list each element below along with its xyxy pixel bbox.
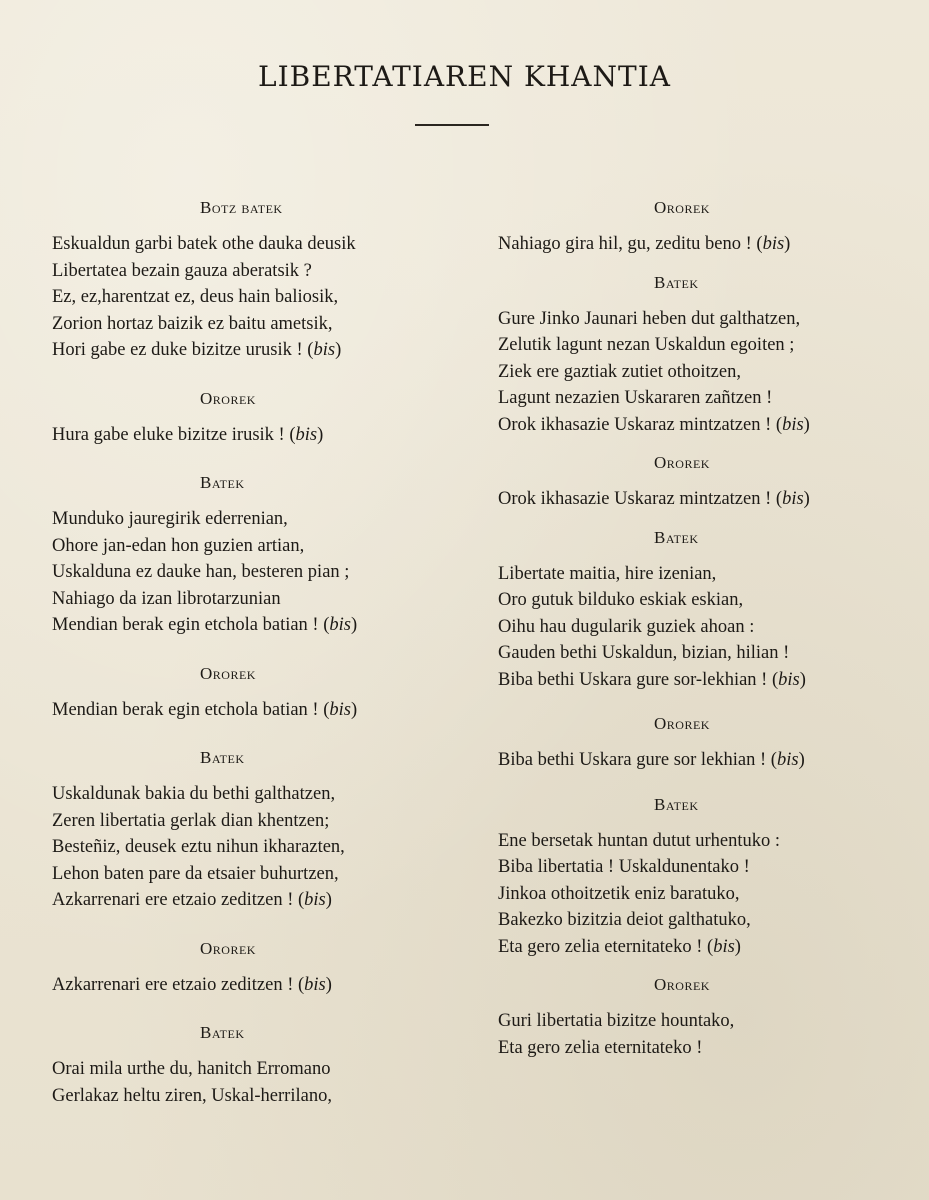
verse-line xyxy=(52,337,452,364)
bis-close-paren: ) xyxy=(325,890,332,910)
verse-text: Libertatea bezain gauza aberatsik ? xyxy=(52,260,312,281)
verse-text: Eskualdun garbi batek othe dauka deusik xyxy=(52,234,356,254)
verse-line xyxy=(498,1035,898,1062)
stanza-block xyxy=(52,1020,452,1117)
verse-line xyxy=(498,359,898,386)
verse-text: Libertate maitia, hire izenian, xyxy=(498,563,717,584)
verse-text: Orok ikhasazie Uskaraz mintzatzen ! ( xyxy=(498,414,783,435)
verse-line xyxy=(52,311,452,338)
verse-line xyxy=(498,306,898,333)
verse-text: Lagunt nezazien Uskararen zañtzen ! xyxy=(498,388,773,408)
bis-marker: bis xyxy=(776,750,799,770)
bis-marker: bis xyxy=(304,890,326,910)
verse-text: Hura gabe eluke bizitze irusik ! ( xyxy=(52,424,296,445)
stanza-block xyxy=(498,270,898,447)
speaker-label: Batek xyxy=(654,794,699,814)
verse-line xyxy=(52,781,452,808)
verse-text: Gerlakaz heltu ziren, Uskal-herrilano, xyxy=(52,1085,332,1106)
verse-text: Uskalduna ez dauke han, besteren pian ; xyxy=(52,562,350,582)
verse-text: Biba libertatia ! Uskaldunentako ! xyxy=(498,857,750,877)
verse-line xyxy=(52,533,452,560)
verse-line xyxy=(52,231,452,258)
speaker-label: Ororek xyxy=(200,938,256,958)
stanza-block xyxy=(52,661,452,732)
verse-text: Mendian berak egin etchola batian ! ( xyxy=(52,699,330,720)
verse-text: Biba bethi Uskara gure sor lekhian ! ( xyxy=(498,750,777,770)
verse-line xyxy=(52,422,452,449)
verse-text: Gauden bethi Uskaldun, bizian, hilian ! xyxy=(498,643,790,663)
bis-close-paren: ) xyxy=(798,750,805,770)
verse-text: Orai mila urthe du, hanitch Erromano xyxy=(52,1059,331,1079)
bis-marker: bis xyxy=(778,669,800,690)
speaker-label: Ororek xyxy=(654,975,710,994)
verse-text: Oro gutuk bilduko eskiak eskian, xyxy=(498,590,744,610)
verse-line xyxy=(498,412,898,439)
verse-text: Ene bersetak huntan dutut urhentuko : xyxy=(498,830,781,851)
verse-line xyxy=(52,1056,452,1083)
stanza-block xyxy=(498,450,898,521)
stanza-block xyxy=(52,936,452,1007)
verse-text: Zeren libertatia gerlak dian khentzen; xyxy=(52,810,330,831)
speaker-label: Batek xyxy=(200,748,245,767)
verse-text: Biba bethi Uskara gure sor-lekhian ! ( xyxy=(498,669,779,690)
bis-close-paren: ) xyxy=(350,615,358,635)
verse-text: Mendian berak egin etchola batian ! ( xyxy=(52,615,330,635)
verse-line xyxy=(498,614,898,641)
verse-text: Besteñiz, deusek eztu nihun ikharazten, xyxy=(52,837,345,857)
verse-line xyxy=(498,332,898,359)
bis-marker: bis xyxy=(713,936,735,957)
speaker-label: Ororek xyxy=(654,453,710,472)
bis-marker: bis xyxy=(782,489,804,509)
stanza-block xyxy=(498,792,898,969)
verse-line xyxy=(498,587,898,614)
bis-marker: bis xyxy=(313,340,336,360)
verse-line xyxy=(52,559,452,586)
verse-text: Eta gero zelia eternitateko ! xyxy=(498,1037,703,1058)
verse-line xyxy=(52,861,452,888)
verse-line xyxy=(498,934,898,961)
bis-close-paren: ) xyxy=(734,936,741,957)
verse-line xyxy=(52,834,452,861)
right-column xyxy=(498,195,898,1069)
verse-text: Orok ikhasazie Uskaraz mintzatzen ! ( xyxy=(498,489,783,509)
verse-text: Hori gabe ez duke bizitze urusik ! ( xyxy=(52,340,314,360)
verse-line xyxy=(52,697,452,724)
bis-close-paren: ) xyxy=(350,699,358,720)
verse-line xyxy=(498,561,898,588)
stanza-block xyxy=(498,972,898,1069)
verse-text: Nahiago gira hil, gu, zeditu beno ! ( xyxy=(498,234,763,254)
stanza-block xyxy=(52,470,452,647)
verse-text: Zorion hortaz baizik ez baitu ametsik, xyxy=(52,313,333,334)
speaker-label: Ororek xyxy=(654,714,710,733)
page-title: LIBERTATIAREN KHANTIA xyxy=(258,60,671,93)
stanza-block xyxy=(498,195,898,266)
verse-line xyxy=(498,667,898,694)
stanza-block xyxy=(498,711,898,782)
verse-text: Lehon baten pare da etsaier buhurtzen, xyxy=(52,863,339,884)
verse-text: Guri libertatia bizitze hountako, xyxy=(498,1011,735,1031)
speaker-label: Ororek xyxy=(200,388,256,408)
bis-marker: bis xyxy=(304,974,326,995)
verse-line xyxy=(52,258,452,285)
speaker-label: Batek xyxy=(654,527,699,547)
stanza-block xyxy=(52,195,452,372)
bis-marker: bis xyxy=(329,615,351,635)
verse-line xyxy=(498,231,898,258)
verse-line xyxy=(52,284,452,311)
bis-close-paren: ) xyxy=(335,340,342,360)
verse-line xyxy=(52,808,452,835)
verse-text: Bakezko bizitzia deiot galthatuko, xyxy=(498,910,751,930)
verse-line xyxy=(52,1083,452,1110)
verse-line xyxy=(498,854,898,881)
verse-line xyxy=(498,486,898,513)
verse-line xyxy=(498,907,898,934)
stanza-block xyxy=(52,386,452,457)
verse-line xyxy=(498,881,898,908)
speaker-label: Ororek xyxy=(654,198,710,217)
speaker-label: Botz batek xyxy=(200,198,283,217)
speaker-label: Batek xyxy=(200,1023,245,1042)
verse-line xyxy=(52,972,452,999)
verse-line xyxy=(498,747,898,774)
verse-text: Azkarrenari ere etzaio zeditzen ! ( xyxy=(52,890,305,910)
stanza-block xyxy=(52,745,452,922)
bis-marker: bis xyxy=(329,699,351,720)
verse-text: Ziek ere gaztiak zutiet othoitzen, xyxy=(498,361,741,382)
left-column xyxy=(52,195,452,1117)
verse-text: Eta gero zelia eternitateko ! ( xyxy=(498,936,714,957)
verse-text: Nahiago da izan librotarzunian xyxy=(52,588,281,609)
verse-line xyxy=(498,828,898,855)
verse-line xyxy=(498,385,898,412)
bis-close-paren: ) xyxy=(317,424,324,445)
verse-text: Munduko jauregirik ederrenian, xyxy=(52,509,288,529)
verse-line xyxy=(52,506,452,533)
verse-line xyxy=(52,586,452,613)
verse-text: Zelutik lagunt nezan Uskaldun egoiten ; xyxy=(498,335,795,355)
bis-close-paren: ) xyxy=(325,974,332,995)
stanza-block xyxy=(498,525,898,702)
verse-text: Ez, ez,harentzat ez, deus hain baliosik, xyxy=(52,287,339,307)
verse-line xyxy=(52,887,452,914)
bis-close-paren: ) xyxy=(784,234,791,254)
verse-text: Jinkoa othoitzetik eniz baratuko, xyxy=(498,883,740,904)
speaker-label: Batek xyxy=(654,272,699,292)
speaker-label: Batek xyxy=(200,473,245,492)
verse-line xyxy=(498,1008,898,1035)
verse-line xyxy=(498,640,898,667)
bis-marker: bis xyxy=(762,234,785,254)
verse-line xyxy=(52,612,452,639)
speaker-label: Ororek xyxy=(200,663,256,683)
verse-text: Azkarrenari ere etzaio zeditzen ! ( xyxy=(52,974,305,995)
verse-text: Gure Jinko Jaunari heben dut galthatzen, xyxy=(498,308,801,329)
verse-text: Oihu hau dugularik guziek ahoan : xyxy=(498,616,755,637)
bis-marker: bis xyxy=(295,424,318,445)
bis-close-paren: ) xyxy=(803,414,810,435)
verse-text: Ohore jan-edan hon guzien artian, xyxy=(52,535,305,556)
bis-close-paren: ) xyxy=(799,669,806,690)
verse-text: Uskaldunak bakia du bethi galthatzen, xyxy=(52,784,336,804)
title-rule xyxy=(415,124,489,126)
bis-close-paren: ) xyxy=(803,489,810,509)
bis-marker: bis xyxy=(782,414,804,435)
